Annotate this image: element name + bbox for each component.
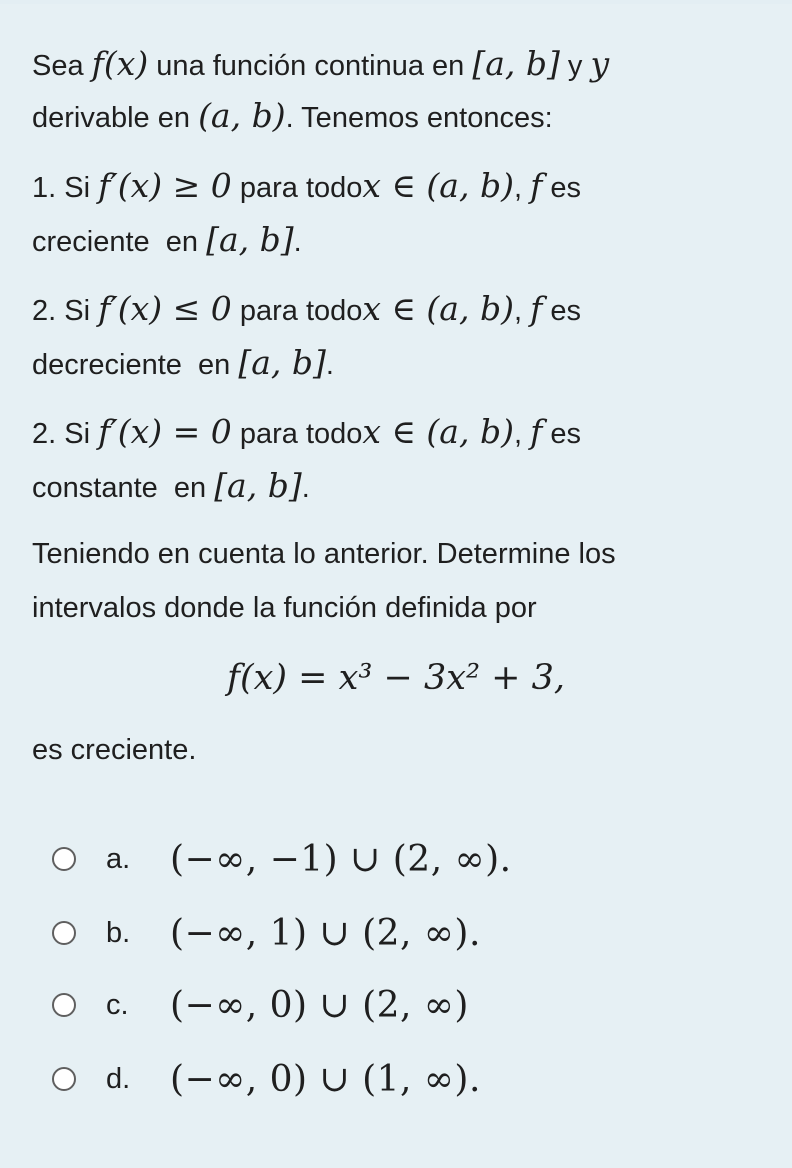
rule-condition: f′(x) ≤ 0 (98, 289, 232, 328)
rule-1-line-1 (32, 168, 581, 206)
option-answer: (−∞, 1) ∪ (2, ∞). (170, 912, 481, 954)
rule-text: para todo (231, 418, 363, 450)
rule-3-line-1 (32, 414, 581, 452)
function-symbol: f (530, 289, 543, 328)
closed-interval: [a, b] (238, 343, 326, 382)
option-answer: (−∞, 0) ∪ (2, ∞) (170, 984, 469, 1026)
intro-text: una función continua en (148, 50, 473, 82)
rule-2-line-1 (32, 291, 581, 329)
formula-text: f(x) = x³ − 3x² + 3, (227, 658, 565, 698)
rule-text: , (513, 172, 531, 204)
intro-text: Sea (32, 50, 92, 82)
math-y: y (590, 44, 610, 83)
rule-text: , (513, 295, 531, 327)
radio-button-c[interactable] (52, 993, 76, 1017)
closed-interval: [a, b] (472, 44, 560, 83)
rule-condition: f′(x) ≥ 0 (98, 166, 232, 205)
rule-domain: x ∈ (a, b) (362, 412, 514, 451)
rule-domain: x ∈ (a, b) (362, 166, 514, 205)
question-card (0, 4, 792, 1168)
option-letter: c. (106, 988, 129, 1021)
rule-number: 2. Si (32, 418, 99, 450)
intro-text: y (559, 50, 591, 82)
period: . (301, 472, 310, 504)
rule-3-line-2 (32, 468, 310, 506)
rule-conclusion: constante en (32, 472, 215, 504)
function-symbol: f (530, 166, 543, 205)
prompt-closing: es creciente. (32, 734, 197, 766)
intro-line-2 (32, 98, 553, 136)
function-symbol: f (530, 412, 543, 451)
intro-line-1 (32, 46, 609, 84)
option-d[interactable] (52, 1054, 481, 1104)
prompt-line-2: intervalos donde la función definida por (32, 592, 537, 624)
period: . (325, 349, 334, 381)
closed-interval: [a, b] (214, 466, 302, 505)
rule-number: 1. Si (32, 172, 99, 204)
rule-text: es (542, 418, 581, 450)
option-answer: (−∞, −1) ∪ (2, ∞). (170, 838, 512, 880)
function-symbol: f(x) (91, 44, 149, 83)
radio-button-b[interactable] (52, 921, 76, 945)
rule-text: es (542, 295, 581, 327)
rule-condition: f′(x) = 0 (98, 412, 232, 451)
option-letter: b. (106, 916, 131, 949)
function-formula (0, 658, 792, 698)
rule-text: para todo (231, 295, 363, 327)
rule-2-line-2 (32, 345, 334, 383)
rule-text: , (513, 418, 531, 450)
period: . (293, 226, 302, 258)
rule-number: 2. Si (32, 295, 99, 327)
rule-1-line-2 (32, 222, 302, 260)
radio-button-d[interactable] (52, 1067, 76, 1091)
intro-text: . Tenemos entonces: (285, 102, 553, 134)
rule-conclusion: creciente en (32, 226, 207, 258)
option-a[interactable] (52, 834, 512, 884)
option-b[interactable] (52, 908, 481, 958)
rule-conclusion: decreciente en (32, 349, 239, 381)
intro-text: derivable en (32, 102, 199, 134)
option-c[interactable] (52, 980, 469, 1030)
prompt-line-1: Teniendo en cuenta lo anterior. Determine los (32, 538, 616, 570)
option-answer: (−∞, 0) ∪ (1, ∞). (170, 1058, 481, 1100)
rule-text: para todo (231, 172, 363, 204)
open-interval: (a, b) (198, 96, 286, 135)
option-letter: d. (106, 1062, 131, 1095)
radio-button-a[interactable] (52, 847, 76, 871)
rule-text: es (542, 172, 581, 204)
closed-interval: [a, b] (206, 220, 294, 259)
option-letter: a. (106, 842, 131, 875)
rule-domain: x ∈ (a, b) (362, 289, 514, 328)
